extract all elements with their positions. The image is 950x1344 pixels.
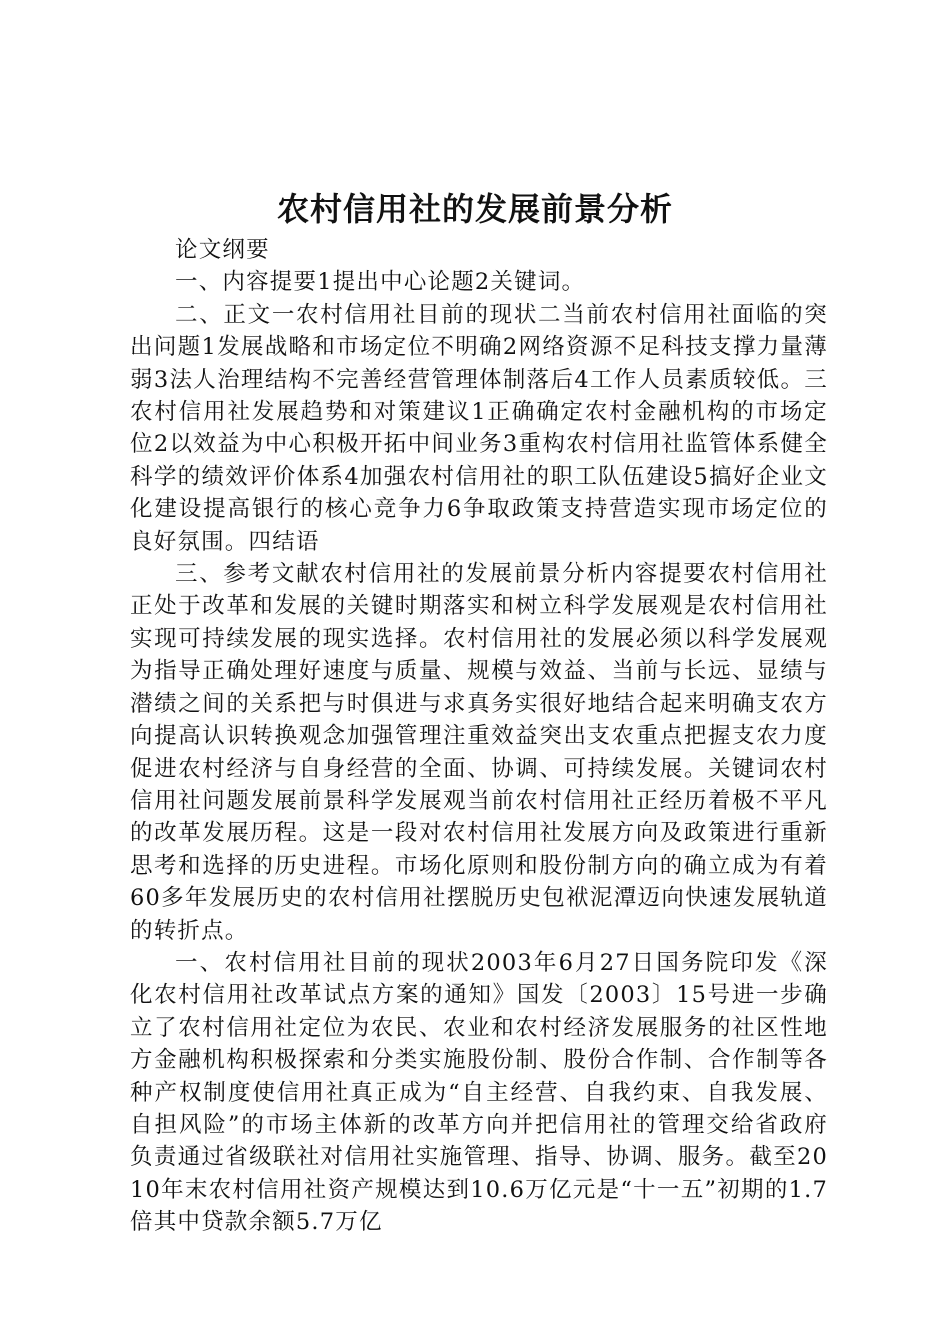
outline-item-summary: 一、内容提要1提出中心论题2关键词。 <box>175 269 586 296</box>
section-current-status-paragraph: 一、农村信用社目前的现状2003年6月27日国务院印发《深化农村信用社改革试点方案的通知》国发〔2003〕15号进一步确立了农村信用社定位为农民、农业和农村经济发展服务的社区性地方金融机构积极探索和分类实施股份制、股份合作制、合作制等各种产权制度使信用社真正成为“自主经营、自我约束、自我发展、自担风险”的市场主体新的改革方向并把信用社的管理交给省政府负责通过省级联社对信用社实施管理、指导、协调、服务。截至2010年末农村信用社资产规模达到10.6万亿元是“十一五”初期的1.7倍其中贷款余额5.7万亿 <box>130 949 828 1236</box>
abstract-paragraph: 三、参考文献农村信用社的发展前景分析内容提要农村信用社正处于改革和发展的关键时期落实和树立科学发展观是农村信用社实现可持续发展的现实选择。农村信用社的发展必须以科学发展观为指导正确处理好速度与质量、规模与效益、当前与长远、显绩与潜绩之间的关系把与时俱进与求真务实很好地结合起来明确支农方向提高认识转换观念加强管理注重效益突出支农重点把握支农力度促进农村经济与自身经营的全面、协调、可持续发展。关键词农村信用社问题发展前景科学发展观当前农村信用社正经历着极不平凡的改革发展历程。这是一段对农村信用社发展方向及政策进行重新思考和选择的历史进程。市场化原则和股份制方向的确立成为有着60多年发展历史的农村信用社摆脱历史包袱泥潭迈向快速发展轨道的转折点。 <box>130 561 828 944</box>
document-body <box>130 234 828 1239</box>
document-title: 农村信用社的发展前景分析 <box>276 190 673 228</box>
outline-heading: 论文纲要 <box>175 237 270 263</box>
outline-item-main-text: 二、正文一农村信用社目前的现状二当前农村信用社面临的突出问题1发展战略和市场定位不明确2网络资源不足科技支撑力量薄弱3法人治理结构不完善经营管理体制落后4工作人员素质较低。三农村信用社发展趋势和对策建议1正确确定农村金融机构的市场定位2以效益为中心积极开拓中间业务3重构农村信用社监管体系健全科学的绩效评价体系4加强农村信用社的职工队伍建设5搞好企业文化建设提高银行的核心竞争力6争取政策支持营造实现市场定位的良好氛围。四结语 <box>130 301 828 555</box>
